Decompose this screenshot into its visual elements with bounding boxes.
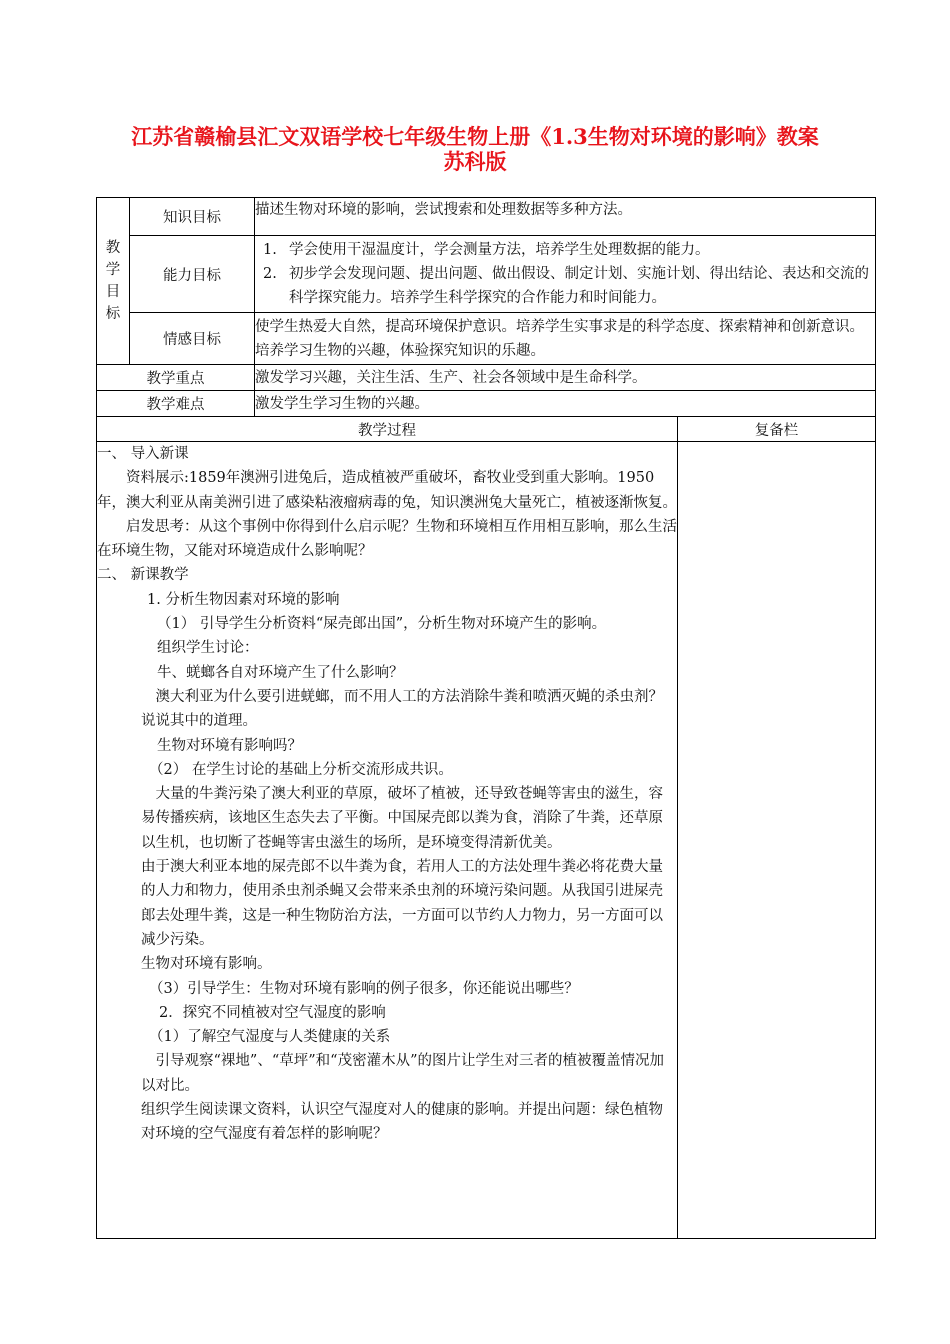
subsection-heading: 2．探究不同植被对空气湿度的影响 (159, 1004, 386, 1021)
paragraph: 资料展示:1859年澳洲引进兔后，造成植被严重破坏，畜牧业受到重大影响。1950年，澳大利亚从南美洲引进了感染粘液瘤病毒的兔，知识澳洲兔大量死亡，植被逐渐恢复。 (97, 470, 677, 511)
paragraph: 大量的牛粪污染了澳大利亚的草原，破坏了植被，还导致苍蝇等害虫的滋生，容易传播疾病，该地区生态失去了平衡。中国屎壳郎以粪为食，消除了牛粪，还草原以生机，也切断了苍蝇等害虫滋生的场所，是环境变得清新优美。 (141, 786, 663, 851)
review-column (678, 442, 876, 1239)
review-column-header: 复备栏 (678, 417, 876, 442)
key-point-label: 教学重点 (97, 365, 255, 391)
paragraph: 组织学生阅读课文资料，认识空气湿度对人的健康的影响。并提出问题：绿色植物对环境的空气湿度有着怎样的影响呢？ (141, 1102, 663, 1143)
ability-goal-row (97, 236, 876, 313)
paragraph: 生物对环境有影响吗？ (157, 737, 302, 754)
paragraph: 生物对环境有影响。 (141, 956, 272, 973)
paragraph: 由于澳大利亚本地的屎壳郎不以牛粪为食，若用人工的方法处理牛粪必将花费大量的人力和物力，使用杀虫剂杀蝇又会带来杀虫剂的环境污染问题。从我国引进屎壳郎去处理牛粪，这是一种生物防治方法，一方面可以节约人力物力，另一方面可以减少污染。 (141, 859, 663, 948)
ability-goal-label: 能力目标 (130, 236, 255, 313)
difficulty-label: 教学难点 (97, 391, 255, 417)
process-body-row (97, 442, 876, 1239)
emotion-goal-label: 情感目标 (130, 313, 255, 365)
ability-goal-list (255, 236, 876, 313)
paragraph: 组织学生讨论： (157, 640, 259, 657)
document-title-line1: 江苏省赣榆县汇文双语学校七年级生物上册《1.3生物对环境的影响》教案 (131, 124, 819, 149)
paragraph: 引导观察“裸地”、“草坪”和“茂密灌木从”的图片让学生对三者的植被覆盖情况加以对比。 (141, 1053, 664, 1094)
ability-goal-item: 2. 初步学会发现问题、提出问题、做出假设、制定计划、实施计划、得出结论、表达和交流的科学探究能力。培养学生科学探究的合作能力和时间能力。 (263, 266, 869, 306)
paragraph: 启发思考：从这个事例中你得到什么启示呢？生物和环境相互作用相互影响，那么生活在环境生物，又能对环境造成什么影响呢？ (97, 518, 677, 560)
teaching-goals-label: 教 学 目 标 (97, 198, 130, 365)
difficulty-text: 激发学生学习生物的兴趣。 (255, 391, 876, 417)
paragraph: 牛、蜣螂各自对环境产生了什么影响？ (157, 664, 404, 681)
difficulty-row (97, 391, 876, 417)
process-content (97, 442, 678, 1239)
paragraph: 澳大利亚为什么要引进蜣螂，而不用人工的方法消除牛粪和喷洒灭蝇的杀虫剂？说说其中的道理。 (141, 688, 663, 730)
paragraph: （2） 在学生讨论的基础上分析交流形成共识。 (149, 761, 453, 778)
key-point-text: 激发学习兴趣，关注生活、生产、社会各领域中是生命科学。 (255, 365, 876, 391)
document-title-line2: 苏科版 (443, 149, 507, 174)
emotion-goal-text: 使学生热爱大自然，提高环境保护意识。培养学生实事求是的科学态度、探索精神和创新意识。培养学习生物的兴趣，体验探究知识的乐趣。 (255, 313, 876, 365)
section-heading: 一、 导入新课 (97, 446, 189, 462)
section-heading: 二、 新课教学 (97, 567, 189, 584)
ability-goal-item: 1. 学会使用干湿温度计，学会测量方法，培养学生处理数据的能力。 (263, 242, 710, 258)
emotion-goal-row (97, 313, 876, 365)
knowledge-goal-label: 知识目标 (130, 198, 255, 236)
knowledge-goal-text: 描述生物对环境的影响，尝试搜索和处理数据等多种方法。 (255, 198, 876, 236)
lesson-plan-table (96, 197, 876, 1239)
process-header: 教学过程 (97, 417, 678, 442)
paragraph: （3）引导学生：生物对环境有影响的例子很多，你还能说出哪些？ (149, 980, 579, 997)
paragraph: （1） 引导学生分析资料“屎壳郎出国”，分析生物对环境产生的影响。 (157, 616, 607, 633)
subsection-heading: （1）了解空气湿度与人类健康的关系 (149, 1029, 391, 1046)
process-header-row (97, 417, 876, 442)
key-point-row (97, 365, 876, 391)
subsection-heading: 1. 分析生物因素对环境的影响 (147, 591, 340, 608)
knowledge-goal-row (97, 198, 876, 236)
